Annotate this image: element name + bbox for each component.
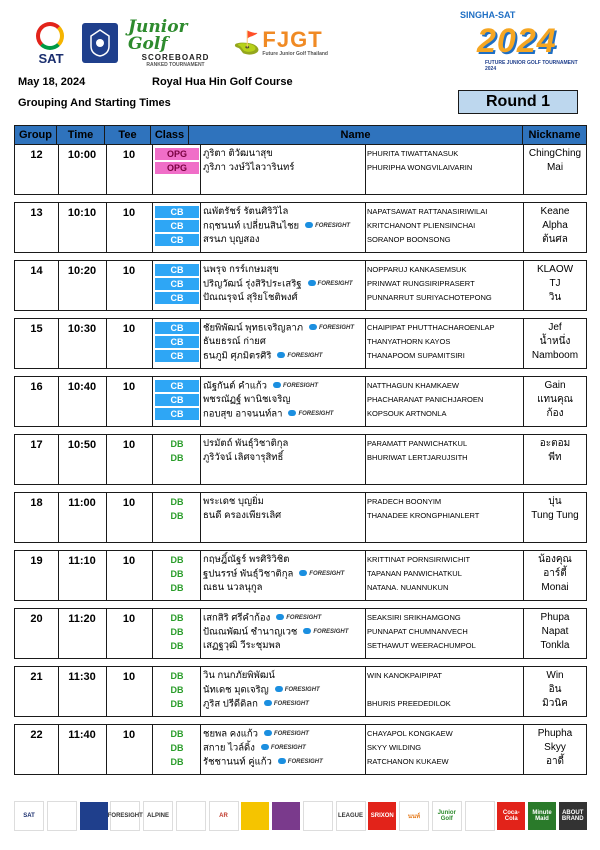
tee-time: 10:50 [67, 439, 97, 451]
group-number: 17 [30, 439, 43, 451]
player-name-thai: ฐปนรรษ์ พันธุ์วิชาติกุล FORESIGHT [203, 568, 345, 580]
player-name-english: PHURIPHA WONGVILAIVARIN [367, 163, 473, 172]
player-name-english: NATANA. NUANNUKUN [367, 583, 449, 592]
sponsor-logo [241, 802, 269, 830]
header-logos [30, 18, 328, 68]
player-nickname: Tung Tung [531, 510, 579, 521]
player-nickname: TJ [549, 278, 561, 289]
player-row [15, 336, 588, 349]
player-name-english: CHAIPIPAT PHUTTHACHAROENLAP [367, 323, 495, 332]
foresight-icon [288, 410, 296, 416]
player-name-english: PRADECH BOONYIM [367, 497, 442, 506]
player-nickname: KLAOW [536, 264, 574, 275]
foresight-icon [277, 352, 285, 358]
class-badge: DB [170, 627, 184, 637]
sat-logo: SAT [30, 20, 72, 66]
player-row [15, 554, 588, 567]
group-block [14, 202, 587, 253]
player-name-thai: รัชชานนท์ คู่แก้ว FORESIGHT [203, 756, 323, 768]
class-badge: DB [170, 569, 184, 579]
class-badge: CB [155, 206, 199, 218]
player-nickname: ก้อง [546, 408, 564, 419]
player-name-english: KRITCHANONT PLIENSINCHAI [367, 221, 476, 230]
player-row [15, 756, 588, 769]
class-badge: DB [170, 671, 184, 681]
group-block [14, 608, 587, 659]
foresight-icon [303, 628, 311, 634]
player-nickname: น้องคุณ [538, 554, 572, 565]
player-name-thai: เสกสิริ ศรีคำก้อง FORESIGHT [203, 612, 322, 624]
player-name-english: PRINWAT RUNGSIRIPRASERT [367, 279, 475, 288]
player-row [15, 728, 588, 741]
crest-logo [82, 23, 118, 63]
class-badge: CB [155, 278, 199, 290]
foresight-icon [305, 222, 313, 228]
col-nickname: Nickname [523, 126, 587, 144]
player-name-english: PUNNAPAT CHUMNANVECH [367, 627, 468, 636]
class-badge: CB [155, 292, 199, 304]
player-name-english: BHURIWAT LERTJARUJSITH [367, 453, 468, 462]
tee-time: 10:10 [67, 207, 97, 219]
tee-number: 10 [122, 671, 136, 683]
sponsor-logo: Coca-Cola [497, 802, 525, 830]
player-name-english: NAPATSAWAT RATTANASIRIWILAI [367, 207, 488, 216]
group-block [14, 260, 587, 311]
player-nickname: Skyy [544, 742, 566, 753]
sponsor-logo [47, 801, 77, 831]
player-name-thai: ณธน นวลนุกูล [203, 582, 263, 593]
group-block [14, 318, 587, 369]
tee-number: 10 [122, 265, 136, 277]
foresight-tag: FORESIGHT [261, 742, 306, 754]
player-nickname: อะตอม [539, 438, 571, 449]
group-block [14, 550, 587, 601]
col-class: Class [151, 126, 189, 144]
player-row [15, 408, 588, 421]
player-name-thai: ปัณณรุจน์ สุริยโชติพงศ์ [203, 292, 298, 303]
player-name-english: THANYATHORN KAYOS [367, 337, 451, 346]
player-name-thai: ณพัตรัชร์ รัตนศิริวิไล [203, 206, 289, 217]
tee-number: 10 [122, 381, 136, 393]
player-name-english: SORANOP BOONSONG [367, 235, 451, 244]
foresight-tag: FORESIGHT [264, 698, 309, 710]
sponsor-footer [14, 796, 587, 836]
foresight-icon [276, 614, 284, 620]
player-nickname: แทนคุณ [537, 394, 573, 405]
sponsor-logo: LEAGUE [336, 801, 366, 831]
foresight-icon [264, 700, 272, 706]
sponsor-logo [303, 801, 333, 831]
player-name-english: NATTHAGUN KHAMKAEW [367, 381, 459, 390]
player-row [15, 206, 588, 219]
tee-number: 10 [122, 613, 136, 625]
player-row [15, 350, 588, 363]
player-row [15, 264, 588, 277]
class-badge: DB [170, 555, 184, 565]
player-row [15, 148, 588, 161]
venue-label: Royal Hua Hin Golf Course [152, 76, 293, 88]
foresight-icon [264, 730, 272, 736]
class-badge: DB [170, 613, 184, 623]
group-number: 12 [30, 149, 43, 161]
class-badge: DB [170, 729, 184, 739]
class-badge: DB [170, 757, 184, 767]
sponsor-logo: Junior Golf [432, 801, 462, 831]
foresight-tag: FORESIGHT [273, 380, 318, 392]
tee-time: 11:00 [68, 497, 96, 509]
tee-time: 10:40 [67, 381, 97, 393]
player-name-english: WIN KANOKPAIPIPAT [367, 671, 443, 680]
player-row [15, 582, 588, 595]
class-badge: DB [170, 743, 184, 753]
sponsor-logo: AR [209, 801, 239, 831]
col-time: Time [57, 126, 105, 144]
player-name-english: TAPANAN PANWICHATKUL [367, 569, 462, 578]
player-nickname: Alpha [542, 220, 568, 231]
player-nickname: Namboom [531, 350, 579, 361]
group-number: 19 [30, 555, 43, 567]
sponsor-logo [465, 801, 495, 831]
class-badge: CB [155, 322, 199, 334]
group-block [14, 376, 587, 427]
date-label: May 18, 2024 [18, 76, 86, 88]
player-nickname: Napat [541, 626, 569, 637]
player-name-thai: ปรมัตถ์ พันธุ์วิชาติกุล [203, 438, 289, 449]
class-badge: DB [170, 685, 184, 695]
class-badge: DB [170, 511, 184, 521]
tee-number: 10 [122, 439, 136, 451]
player-row [15, 496, 588, 509]
player-name-english: KOPSOUK ARTNONLA [367, 409, 447, 418]
player-row [15, 380, 588, 393]
sponsor-logo: Minute Maid [528, 802, 556, 830]
player-name-thai: กอบสุข อาจนนท์ลา FORESIGHT [203, 408, 334, 420]
group-number: 21 [30, 671, 43, 683]
foresight-tag: FORESIGHT [303, 626, 348, 638]
player-nickname: Jef [548, 322, 562, 333]
foresight-icon [299, 570, 307, 576]
player-row [15, 292, 588, 305]
class-badge: OPG [155, 148, 199, 160]
group-block [14, 492, 587, 543]
col-tee: Tee [105, 126, 151, 144]
tee-time: 10:20 [67, 265, 97, 277]
group-number: 20 [30, 613, 43, 625]
foresight-tag: FORESIGHT [275, 684, 320, 696]
class-badge: OPG [155, 162, 199, 174]
sponsor-logo [176, 801, 206, 831]
class-badge: DB [170, 439, 184, 449]
group-block [14, 666, 587, 717]
foresight-icon [278, 758, 286, 764]
class-badge: CB [155, 350, 199, 362]
tee-time: 11:40 [68, 729, 96, 741]
player-nickname: มิวนิค [542, 698, 568, 709]
player-name-thai: ธนดี ครองเพียรเลิศ [203, 510, 282, 521]
player-name-english: THANAPOOM SUPAMITSIRI [367, 351, 465, 360]
tee-time: 11:20 [68, 613, 96, 625]
player-nickname: น้ำหนึ่ง [539, 336, 571, 347]
class-badge: CB [155, 408, 199, 420]
foresight-tag: FORESIGHT [308, 278, 353, 290]
foresight-tag: FORESIGHT [264, 728, 309, 740]
player-name-english: PHURITA TIWATTANASUK [367, 149, 459, 158]
player-row [15, 568, 588, 581]
player-name-thai: สรนภ บุญสอง [203, 234, 260, 245]
col-group: Group [14, 126, 57, 144]
player-row [15, 394, 588, 407]
class-badge: CB [155, 394, 199, 406]
player-name-english: SEAKSIRI SRIKHAMGONG [367, 613, 461, 622]
tournament-badge: SINGHA-SAT 2024 FUTURE JUNIOR GOLF TOURNAMENT 2024 [460, 10, 578, 72]
player-name-english: RATCHANON KUKAEW [367, 757, 449, 766]
class-badge: CB [155, 220, 199, 232]
player-name-thai: ปริญวัฒน์ รุ่งสิริประเสริฐ FORESIGHT [203, 278, 353, 290]
sponsor-logo [272, 802, 300, 830]
tee-number: 10 [122, 323, 136, 335]
player-name-english: PUNNARRUT SURIYACHOTEPONG [367, 293, 492, 302]
group-number: 15 [30, 323, 43, 335]
foresight-icon [308, 280, 316, 286]
player-name-thai: พชรณัฏฐ์ พานิชเจริญ [203, 394, 291, 405]
sponsor-logo [80, 802, 108, 830]
sponsor-logo: SRIXON [368, 802, 396, 830]
player-name-english: THANADEE KRONGPHIANLERT [367, 511, 480, 520]
player-name-thai: ธันยธรณ์ ก่ายศ [203, 336, 266, 347]
tee-time: 10:30 [67, 323, 97, 335]
foresight-icon [261, 744, 269, 750]
group-number: 18 [30, 497, 43, 509]
foresight-tag: FORESIGHT [288, 408, 333, 420]
round-label: Round 1 [458, 90, 578, 114]
player-nickname: Phupha [537, 728, 573, 739]
sponsor-logo: ALPINE [143, 801, 173, 831]
golfer-icon: ⛳ [233, 30, 261, 55]
tee-time: 11:30 [68, 671, 96, 683]
player-name-thai: ภูริตา ติวัฒนาสุข [203, 148, 273, 159]
group-block [14, 724, 587, 775]
player-name-thai: นัทเดช มุดเจริญ FORESIGHT [203, 684, 320, 696]
player-row [15, 742, 588, 755]
group-number: 13 [30, 207, 43, 219]
player-name-thai: ชยพล คงแก้ว FORESIGHT [203, 728, 309, 740]
group-number: 16 [30, 381, 43, 393]
player-name-english: CHAYAPOL KONGKAEW [367, 729, 453, 738]
subtitle-label: Grouping And Starting Times [18, 97, 171, 109]
player-row [15, 670, 588, 683]
class-badge: DB [170, 699, 184, 709]
player-nickname: Phupa [540, 612, 570, 623]
foresight-icon [275, 686, 283, 692]
class-badge: CB [155, 336, 199, 348]
player-name-english: PARAMATT PANWICHATKUL [367, 439, 468, 448]
player-name-thai: กฤษฎิ์ณัฐร์ พรศิริวิชิต [203, 554, 290, 565]
tee-time: 11:10 [68, 555, 96, 567]
tee-number: 10 [122, 207, 136, 219]
foresight-tag: FORESIGHT [278, 756, 323, 768]
player-name-thai: เสฏฐวุฒิ วีระชุมพล [203, 640, 281, 651]
player-name-thai: ภูริส ปรีดีดิลก FORESIGHT [203, 698, 309, 710]
player-name-thai: สกาย ไวล์ดิ้ง FORESIGHT [203, 742, 306, 754]
player-nickname: Tonkla [540, 640, 570, 651]
player-nickname: Mai [546, 162, 564, 173]
player-row [15, 162, 588, 175]
class-badge: DB [170, 453, 184, 463]
junior-golf-scoreboard-logo: Junior Golf SCOREBOARD RANKED TOURNAMENT [128, 16, 210, 68]
player-name-thai: กฤชนนท์ เปลี่ยนสินไชย FORESIGHT [203, 220, 351, 232]
fjgt-logo: ⛳ FJGT Future Junior Golf Thailand [233, 27, 328, 57]
group-block [14, 144, 587, 195]
player-name-english: SKYY WILDING [367, 743, 422, 752]
groups-table [14, 144, 587, 782]
class-badge: CB [155, 380, 199, 392]
player-row [15, 322, 588, 335]
player-name-english: NOPPARUJ KANKASEMSUK [367, 265, 467, 274]
foresight-tag: FORESIGHT [305, 220, 350, 232]
player-nickname: Win [546, 670, 564, 681]
player-nickname: Keane [540, 206, 570, 217]
player-nickname: อาร์ตี้ [543, 568, 567, 579]
player-name-english: PHACHARANAT PANICHJAROEN [367, 395, 484, 404]
player-nickname: ต้นศล [542, 234, 568, 245]
sponsor-logo: SAT [14, 801, 44, 831]
player-row [15, 510, 588, 523]
player-nickname: อิน [548, 684, 562, 695]
sponsor-logo: ABOUT BRAND [559, 802, 587, 830]
player-name-thai: ภูริภา วงษ์วิไลวารินทร์ [203, 162, 295, 173]
player-name-english: KRITTINAT PORNSIRIWICHIT [367, 555, 471, 564]
tee-time: 10:00 [67, 149, 97, 161]
player-nickname: บุ่น [548, 496, 562, 507]
class-badge: DB [170, 497, 184, 507]
sponsor-logo: FORESIGHT [110, 801, 140, 831]
player-nickname: Monai [541, 582, 569, 593]
class-badge: DB [170, 641, 184, 651]
foresight-icon [309, 324, 317, 330]
player-name-english: BHURIS PREEDEDILOK [367, 699, 451, 708]
foresight-tag: FORESIGHT [309, 322, 354, 334]
player-name-thai: พระเดช บุญยิ่ม [203, 496, 264, 507]
col-name: Name [189, 126, 523, 144]
foresight-tag: FORESIGHT [277, 350, 322, 362]
group-block [14, 434, 587, 485]
player-nickname: พีท [548, 452, 562, 463]
player-nickname: ChingChing [528, 148, 582, 159]
player-name-thai: ภูริวัจน์ เลิศจารุสิทธิ์ [203, 452, 284, 463]
class-badge: CB [155, 234, 199, 246]
player-name-thai: วิน กนกภัยพิพัฒน์ [203, 670, 275, 681]
foresight-tag: FORESIGHT [276, 612, 321, 624]
player-nickname: Gain [544, 380, 566, 391]
player-row [15, 684, 588, 697]
player-row [15, 438, 588, 451]
player-name-thai: ชัยพิพัฒน์ พุทธเจริญลาภ FORESIGHT [203, 322, 355, 334]
player-row [15, 698, 588, 711]
tee-number: 10 [122, 497, 136, 509]
player-name-thai: นพรุจ กรร์เกษมสุข [203, 264, 279, 275]
player-nickname: อาดี้ [545, 756, 565, 767]
player-row [15, 612, 588, 625]
foresight-icon [273, 382, 281, 388]
player-row [15, 234, 588, 247]
tee-number: 10 [122, 149, 136, 161]
player-nickname: วิน [548, 292, 562, 303]
tee-number: 10 [122, 555, 136, 567]
group-number: 14 [30, 265, 43, 277]
player-name-thai: ปัณณพัฒน์ ชำนาญเวช FORESIGHT [203, 626, 349, 638]
player-row [15, 220, 588, 233]
player-name-thai: ธนภูมิ ศุภมิตรศิริ FORESIGHT [203, 350, 323, 362]
player-row [15, 640, 588, 653]
class-badge: DB [170, 583, 184, 593]
player-row [15, 278, 588, 291]
player-name-thai: ณัฐกันต์ คำแก้ว FORESIGHT [203, 380, 319, 392]
foresight-tag: FORESIGHT [299, 568, 344, 580]
player-row [15, 626, 588, 639]
table-header [14, 125, 587, 145]
class-badge: CB [155, 264, 199, 276]
player-row [15, 452, 588, 465]
group-number: 22 [30, 729, 43, 741]
player-name-english: SETHAWUT WEERACHUMPOL [367, 641, 476, 650]
tee-number: 10 [122, 729, 136, 741]
sponsor-logo: นนท์ [399, 801, 429, 831]
